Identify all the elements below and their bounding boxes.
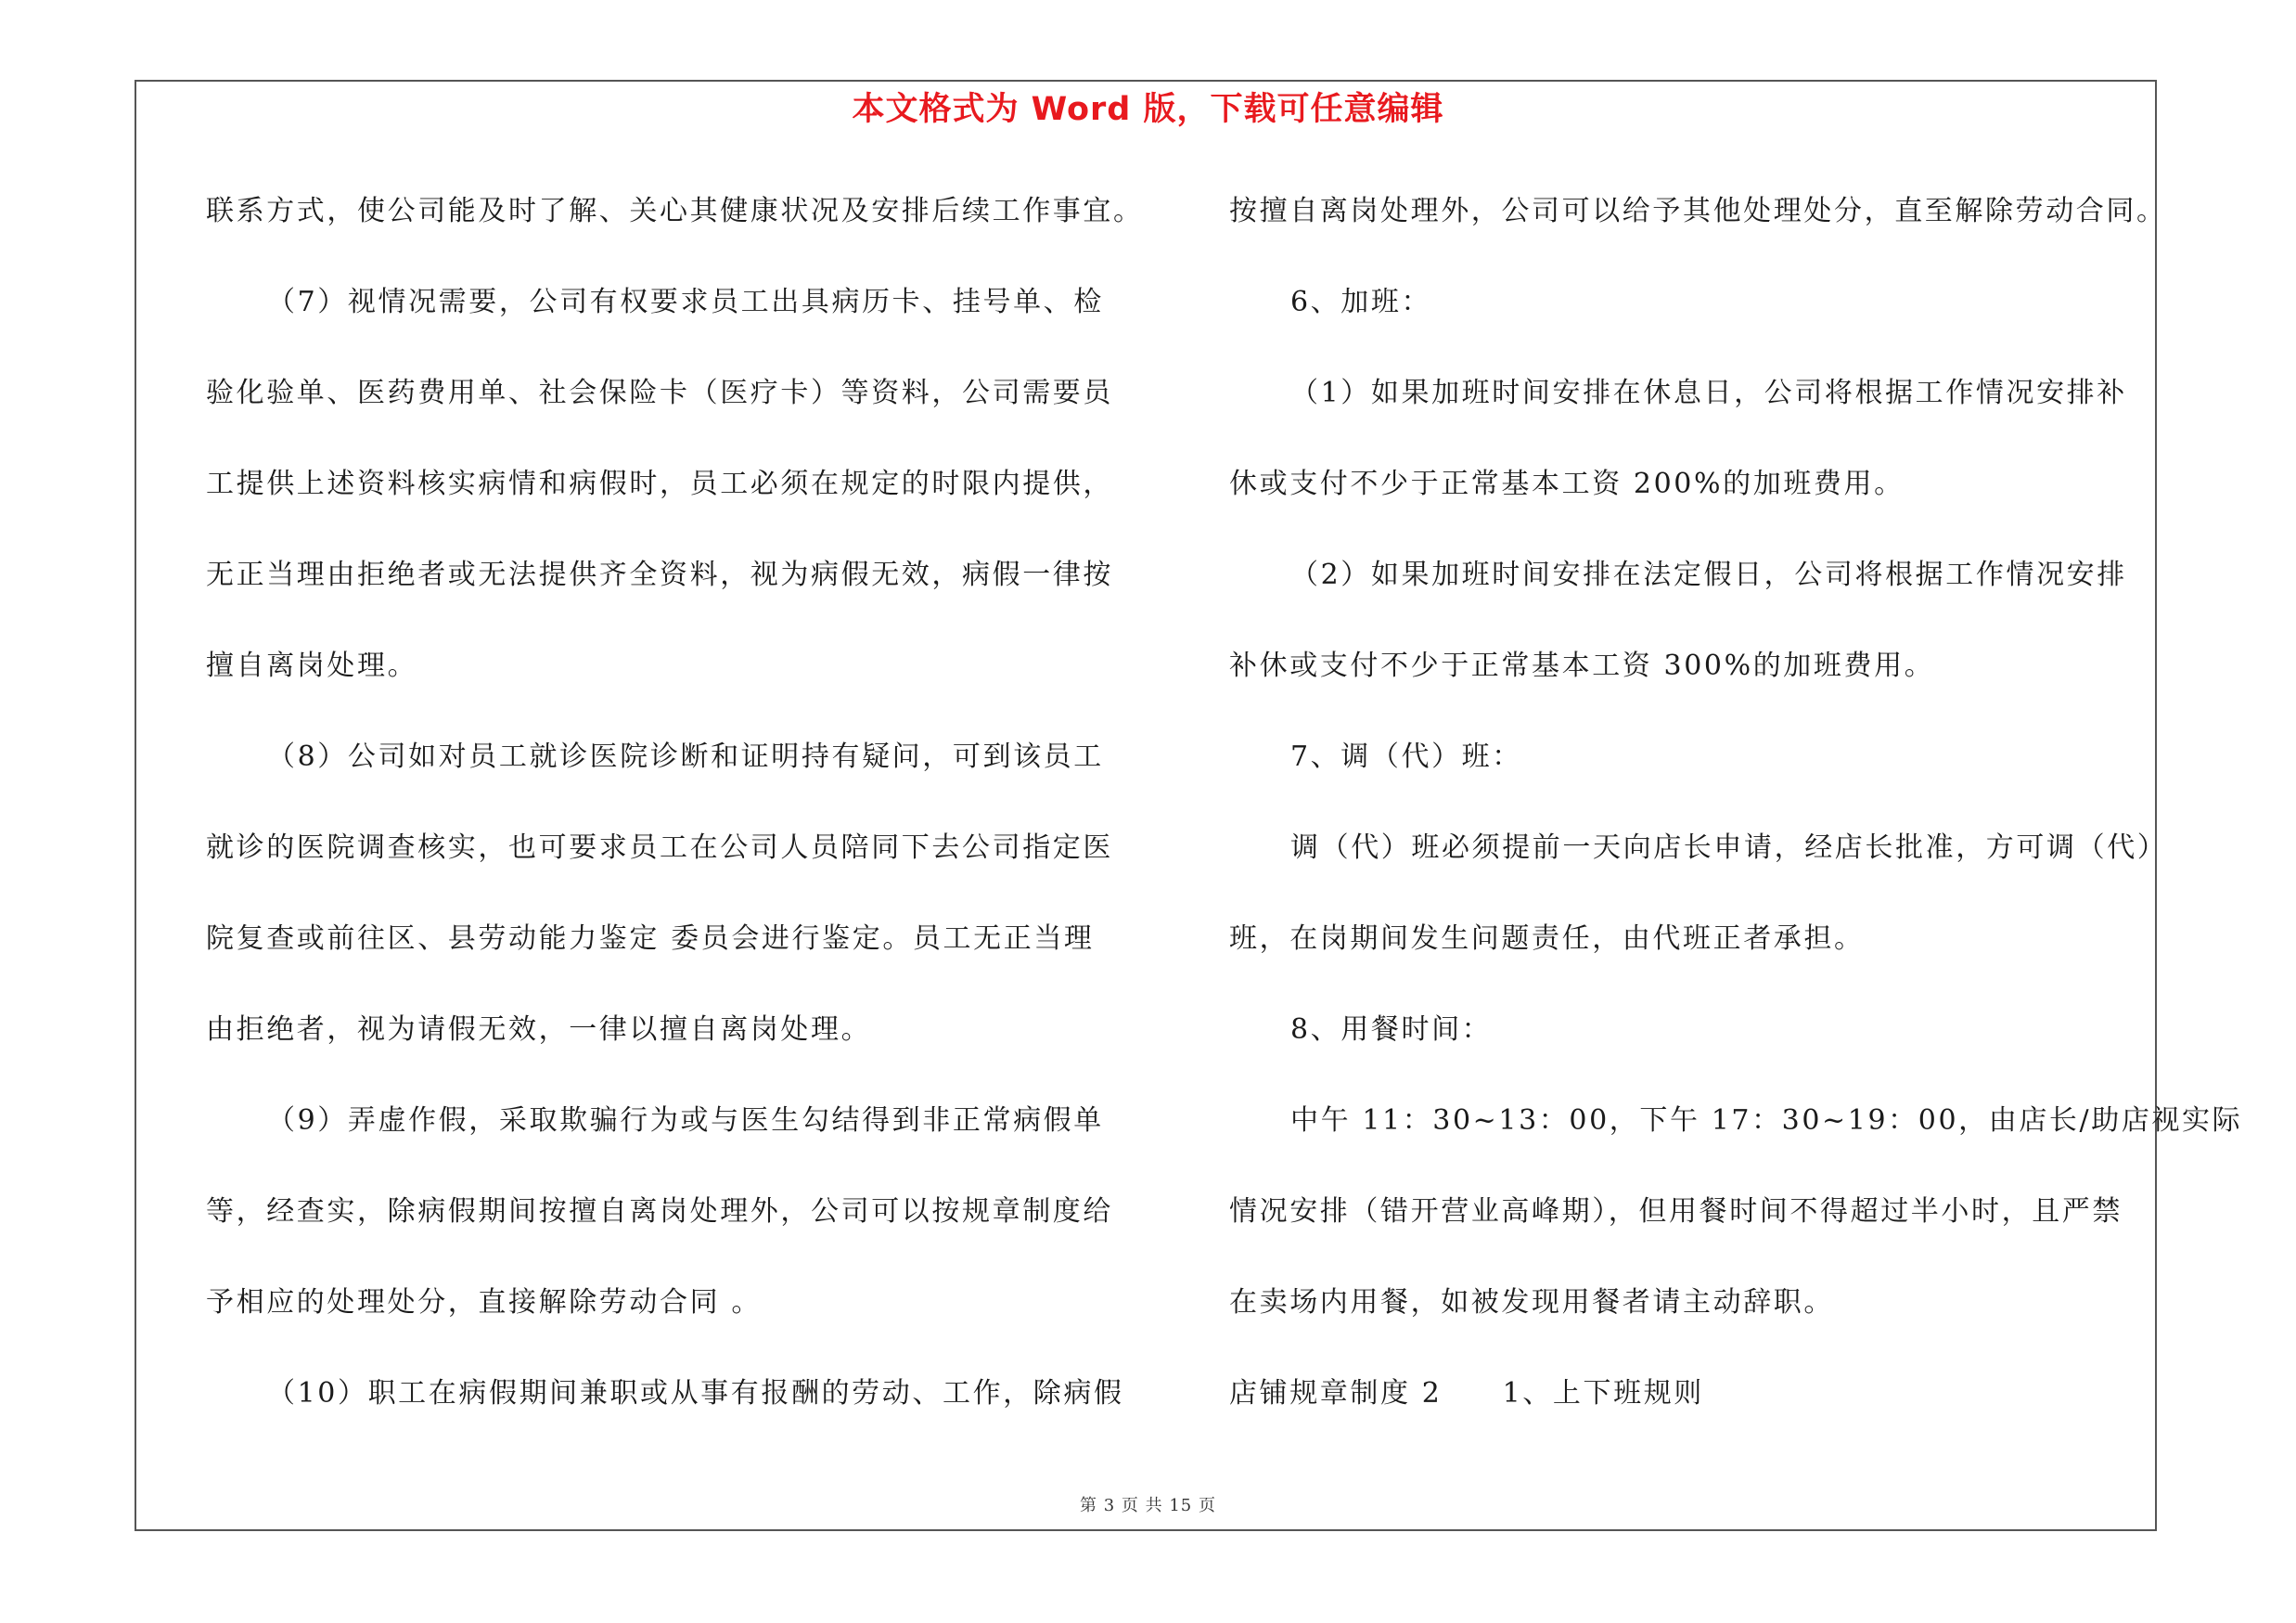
text-line: 工提供上述资料核实病情和病假时，员工必须在规定的时限内提供， <box>206 468 1113 500</box>
text-line: 在卖场内用餐，如被发现用餐者请主动辞职。 <box>1229 1286 1834 1319</box>
text-line: （9）弄虚作假，采取欺骗行为或与医生勾结得到非正常病假单 <box>267 1104 1104 1137</box>
text-line: 按擅自离岗处理外，公司可以给予其他处理处分，直至解除劳动合同。 <box>1229 195 2167 227</box>
right-column <box>1229 184 2243 1457</box>
text-line: 就诊的医院调查核实，也可要求员工在公司人员陪同下去公司指定医 <box>206 831 1113 864</box>
text-line: 店铺规章制度 2 1、上下班规则 <box>1229 1377 1704 1410</box>
page-number-footer: 第 3 页 共 15 页 <box>1080 1496 1216 1515</box>
text-line: 中午 11：30~13：00，下午 17：30~19：00，由店长/助店视实际 <box>1290 1104 2243 1137</box>
text-line: （8）公司如对员工就诊医院诊断和证明持有疑问，可到该员工 <box>267 741 1104 773</box>
text-line: 验化验单、医药费用单、社会保险卡（医疗卡）等资料，公司需要员 <box>206 377 1113 409</box>
text-line: 由拒绝者，视为请假无效，一律以擅自离岗处理。 <box>206 1013 872 1046</box>
document-banner: 本文格式为 Word 版，下载可任意编辑 <box>852 91 1444 128</box>
text-line: 等，经查实，除病假期间按擅自离岗处理外，公司可以按规章制度给 <box>206 1195 1113 1228</box>
text-line: 补休或支付不少于正常基本工资 300%的加班费用。 <box>1229 650 1935 682</box>
text-line: 7、调（代）班： <box>1290 741 1522 773</box>
text-line: （2）如果加班时间安排在法定假日，公司将根据工作情况安排 <box>1290 559 2127 591</box>
text-line: 调（代）班必须提前一天向店长申请，经店长批准，方可调（代） <box>1290 831 2168 864</box>
text-line: （1）如果加班时间安排在休息日，公司将根据工作情况安排补 <box>1290 377 2127 409</box>
text-line: 擅自离岗处理。 <box>206 650 418 682</box>
text-line: 院复查或前往区、县劳动能力鉴定 委员会进行鉴定。员工无正当理 <box>206 922 1095 955</box>
left-column <box>206 184 1144 1457</box>
text-line: 班，在岗期间发生问题责任，由代班正者承担。 <box>1229 922 1865 955</box>
text-line: 休或支付不少于正常基本工资 200%的加班费用。 <box>1229 468 1905 500</box>
text-line: 无正当理由拒绝者或无法提供齐全资料，视为病假无效，病假一律按 <box>206 559 1113 591</box>
text-line: （7）视情况需要，公司有权要求员工出具病历卡、挂号单、检 <box>267 286 1104 318</box>
text-line: 8、用餐时间： <box>1290 1013 1493 1046</box>
text-line: 予相应的处理处分，直接解除劳动合同 。 <box>206 1286 762 1319</box>
text-line: 联系方式，使公司能及时了解、关心其健康状况及安排后续工作事宜。 <box>206 195 1144 227</box>
text-line: 情况安排（错开营业高峰期），但用餐时间不得超过半小时，且严禁 <box>1229 1195 2123 1228</box>
text-line: 6、加班： <box>1290 286 1432 318</box>
text-line: （10）职工在病假期间兼职或从事有报酬的劳动、工作，除病假 <box>267 1377 1124 1410</box>
